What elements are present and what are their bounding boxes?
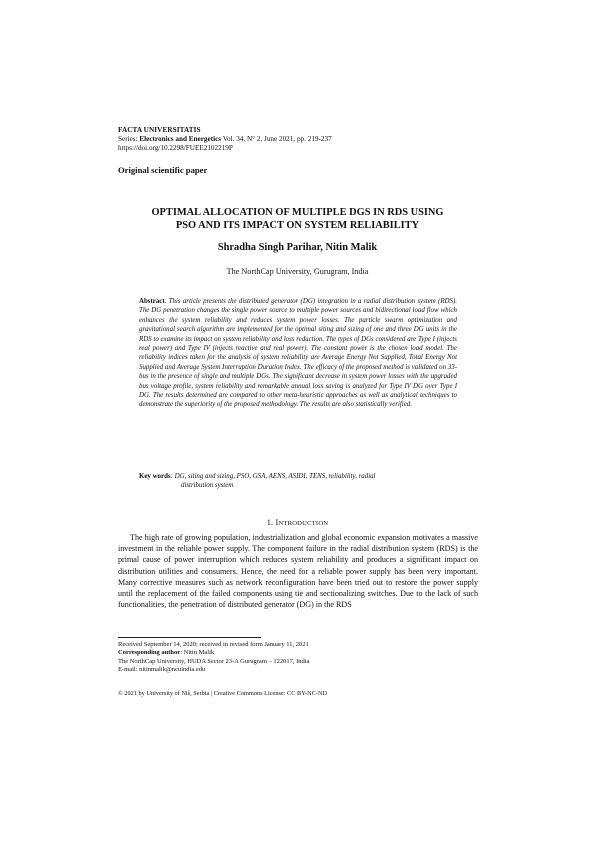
keywords-list: : DG, siting and sizing, PSO, GSA, AENS, ASIDI, TENS, reliability, radial — [170, 473, 376, 480]
affiliation: The NorthCap University, Gurugram, India — [226, 267, 369, 276]
abstract — [139, 297, 457, 410]
section-heading — [100, 518, 495, 527]
title-line-1: OPTIMAL ALLOCATION OF MULTIPLE DGS IN RDS USING — [151, 207, 444, 218]
abstract-text: . This article presents the distributed generator (DG) integration in a radial distribution system (RDS). The DG penetration changes the single power source to multiple power sources and bidirectional load flow which enhances the system reliability and reduces system power losses. The particle swarm optimization and gravitational search algorithm are implemented for the optimal siting and sizing of one and three DG units in the RDS to examine its impact on system reliability and loss reduction. The types of DGs considered are Type I (injects real power) and Type IV (injects reactive and real power). The constant power is the chosen load model. The reliability indices taken for the analysis of system reliability are Average Energy Not Supplied, Total Energy Not Supplied and Average System Interruption Duration Index. The efficacy of the proposed method is validated on 33-bus in the presence of single and multiple DGs. The significant decrease in system power losses with the upgraded bus voltage profile, system reliability and remarkable annual loss saving is analyzed for Type IV DG over Type I DG. The results determined are compared to other meta-heuristic approaches as well as analytical techniques to demonstrate the superiority of the proposed methodology. The results are also statistically verified. — [139, 298, 457, 409]
keywords-line-2: distribution system — [181, 482, 234, 490]
received-dates: Received September 14, 2020; received in revised form January 11, 2021 — [118, 641, 309, 648]
author-email[interactable]: E-mail: nitinmalik@ncuindia.edu — [118, 666, 206, 674]
title-line-2: PSO AND ITS IMPACT ON SYSTEM RELIABILITY — [175, 219, 420, 231]
corresponding-name: : Nitin Malik — [180, 649, 215, 657]
section-title: NTRODUCTION — [278, 520, 329, 527]
journal-series — [118, 135, 498, 144]
keywords — [139, 472, 457, 491]
paper-type: Original scientific paper — [118, 165, 208, 175]
paper-title — [100, 207, 495, 232]
corresponding-author — [118, 649, 478, 657]
authors: Shradha Singh Parihar, Nitin Malik — [217, 242, 378, 253]
footnote-divider — [118, 637, 261, 638]
author-address: The NorthCap University, HUDA Sector 23-A Gurugram – 122017, India — [118, 657, 310, 665]
section-number: 1. I — [266, 518, 279, 527]
abstract-label: Abstract — [139, 298, 165, 305]
series-prefix: Series: — [118, 135, 140, 144]
copyright-notice: © 2021 by University of Niš, Serbia | Creative Commons License: CC BY-NC-ND — [118, 690, 328, 697]
keywords-line-1 — [139, 472, 457, 481]
series-details: Vol. 34, N° 2, June 2021, pp. 219-237 — [221, 135, 332, 144]
body-text — [118, 532, 478, 610]
journal-header — [118, 126, 498, 154]
body-paragraph: The high rate of growing population, industrialization and global economic expansion motivates a massive investment in the reliable power supply. The component failure in the radial distribution system (RDS) is the primal cause of power interruption which reduces system reliability and produces a significant impact on distribution utilities and consumers. Hence, the need for a reliable power supply has been very important. Many corrective measures such as network reconfiguration have been tried out to restore the power supply until the replacement of the failed components using tie and sectionalizing switches. Due to the lack of such functionalities, the penetration of distributed generator (DG) in the RDS — [118, 533, 478, 610]
footnote — [118, 641, 478, 675]
corresponding-label: Corresponding author — [118, 649, 181, 657]
doi-link[interactable]: https://doi.org/10.2298/FUEE2102219P — [118, 144, 233, 153]
keywords-label: Key words — [139, 473, 171, 480]
journal-name: FACTA UNIVERSITATIS — [118, 126, 201, 134]
series-name: Electronics and Energetics — [139, 135, 222, 144]
